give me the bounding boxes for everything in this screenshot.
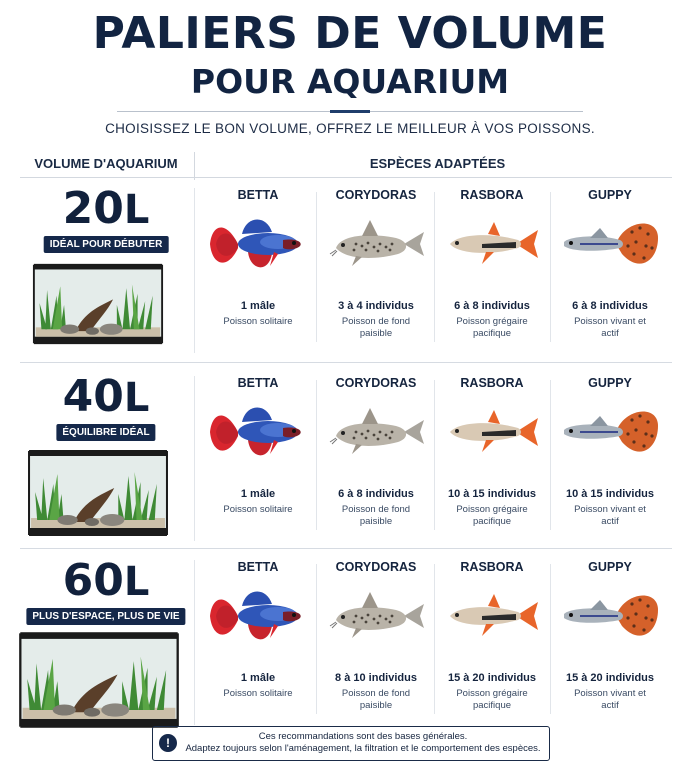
page-title-line2: POUR AQUARIUM	[190, 62, 510, 101]
species-name: GUPPY	[588, 376, 632, 390]
volume-unit: L	[123, 375, 150, 421]
note-line-2: Adaptez toujours selon l'aménagement, la filtration et le comportement des espèces.	[185, 743, 541, 754]
species-description: Poisson vivant et actif	[574, 316, 646, 339]
volume-number: 40	[62, 371, 124, 422]
volume-tier-row	[0, 180, 700, 360]
volume-tag: IDÉAL POUR DÉBUTER	[44, 236, 169, 253]
betta-fish-icon	[208, 584, 308, 648]
note-line-1: Ces recommandations sont des bases générales.	[258, 731, 468, 742]
guppy-fish-icon	[560, 212, 660, 276]
species-cell	[552, 552, 668, 732]
species-cell	[318, 180, 434, 360]
species-cell	[552, 368, 668, 548]
species-divider	[316, 380, 317, 530]
species-divider	[550, 192, 551, 342]
species-divider	[316, 564, 317, 714]
species-cell	[318, 552, 434, 732]
betta-fish-icon	[208, 400, 308, 464]
species-cell	[200, 368, 316, 548]
species-cell	[200, 180, 316, 360]
species-name: CORYDORAS	[335, 376, 417, 390]
species-count: 1 mâle	[240, 300, 276, 312]
species-name: RASBORA	[460, 560, 524, 574]
column-header-volume: VOLUME D'AQUARIUM	[34, 156, 178, 171]
volume-value	[20, 555, 192, 606]
volume-unit: L	[123, 559, 150, 605]
rasbora-fish-icon	[442, 212, 542, 276]
volume-number: 20	[62, 183, 124, 234]
corydoras-fish-icon	[326, 400, 426, 464]
volume-tag: ÉQUILIBRE IDÉAL	[56, 424, 155, 441]
volume-tier-row	[0, 552, 700, 732]
guppy-fish-icon	[560, 400, 660, 464]
header-divider	[20, 177, 672, 178]
row-divider	[20, 548, 672, 549]
species-count: 15 à 20 individus	[565, 672, 655, 684]
species-description: Poisson solitaire	[223, 688, 293, 699]
species-divider	[316, 192, 317, 342]
corydoras-fish-icon	[326, 212, 426, 276]
exclamation-icon: !	[159, 734, 177, 752]
species-count: 6 à 8 individus	[338, 488, 414, 500]
aquarium-tank-image	[27, 448, 169, 538]
volume-value	[20, 371, 192, 422]
guppy-fish-icon	[560, 584, 660, 648]
species-name: CORYDORAS	[335, 188, 417, 202]
column-divider	[194, 560, 195, 725]
title-divider-accent	[330, 110, 370, 113]
species-count: 1 mâle	[240, 488, 276, 500]
species-name: GUPPY	[588, 188, 632, 202]
species-count: 15 à 20 individus	[447, 672, 537, 684]
species-count: 1 mâle	[240, 672, 276, 684]
note-text	[181, 731, 545, 755]
species-count: 6 à 8 individus	[572, 300, 648, 312]
species-cell	[552, 180, 668, 360]
species-count: 3 à 4 individus	[338, 300, 414, 312]
betta-fish-icon	[208, 212, 308, 276]
note-box	[152, 726, 550, 761]
column-divider	[194, 376, 195, 541]
species-description: Poisson grégaire pacifique	[456, 316, 528, 339]
species-name: GUPPY	[588, 560, 632, 574]
aquarium-tank-image	[32, 262, 164, 346]
species-description: Poisson de fond paisible	[341, 688, 411, 711]
species-description: Poisson vivant et actif	[574, 688, 646, 711]
species-name: BETTA	[237, 188, 279, 202]
aquarium-tank-image	[18, 630, 180, 730]
species-name: CORYDORAS	[335, 560, 417, 574]
species-divider	[550, 380, 551, 530]
corydoras-fish-icon	[326, 584, 426, 648]
species-count: 10 à 15 individus	[565, 488, 655, 500]
rasbora-fish-icon	[442, 584, 542, 648]
species-divider	[550, 564, 551, 714]
species-cell	[434, 180, 550, 360]
species-description: Poisson vivant et actif	[574, 504, 646, 527]
volume-value	[20, 183, 192, 234]
species-name: BETTA	[237, 376, 279, 390]
species-count: 10 à 15 individus	[447, 488, 537, 500]
species-cell	[200, 552, 316, 732]
rasbora-fish-icon	[442, 400, 542, 464]
species-description: Poisson grégaire pacifique	[456, 504, 528, 527]
volume-tag: PLUS D'ESPACE, PLUS DE VIE	[26, 608, 185, 625]
species-description: Poisson solitaire	[223, 504, 293, 515]
page-title: PALIERS DE VOLUME	[92, 8, 608, 59]
species-name: BETTA	[237, 560, 279, 574]
volume-number: 60	[62, 555, 124, 606]
volume-unit: L	[123, 187, 150, 233]
species-name: RASBORA	[460, 188, 524, 202]
species-description: Poisson grégaire pacifique	[456, 688, 528, 711]
species-count: 6 à 8 individus	[454, 300, 530, 312]
species-description: Poisson de fond paisible	[341, 504, 411, 527]
row-divider	[20, 362, 672, 363]
column-divider	[194, 188, 195, 353]
volume-tier-row	[0, 368, 700, 548]
species-cell	[434, 368, 550, 548]
page-subtitle: CHOISISSEZ LE BON VOLUME, OFFREZ LE MEILLEUR À VOS POISSONS.	[105, 121, 595, 136]
column-header-species: ESPÈCES ADAPTÉES	[369, 156, 506, 171]
species-cell	[434, 552, 550, 732]
species-count: 8 à 10 individus	[335, 672, 417, 684]
species-description: Poisson de fond paisible	[341, 316, 411, 339]
species-cell	[318, 368, 434, 548]
species-name: RASBORA	[460, 376, 524, 390]
species-description: Poisson solitaire	[223, 316, 293, 327]
